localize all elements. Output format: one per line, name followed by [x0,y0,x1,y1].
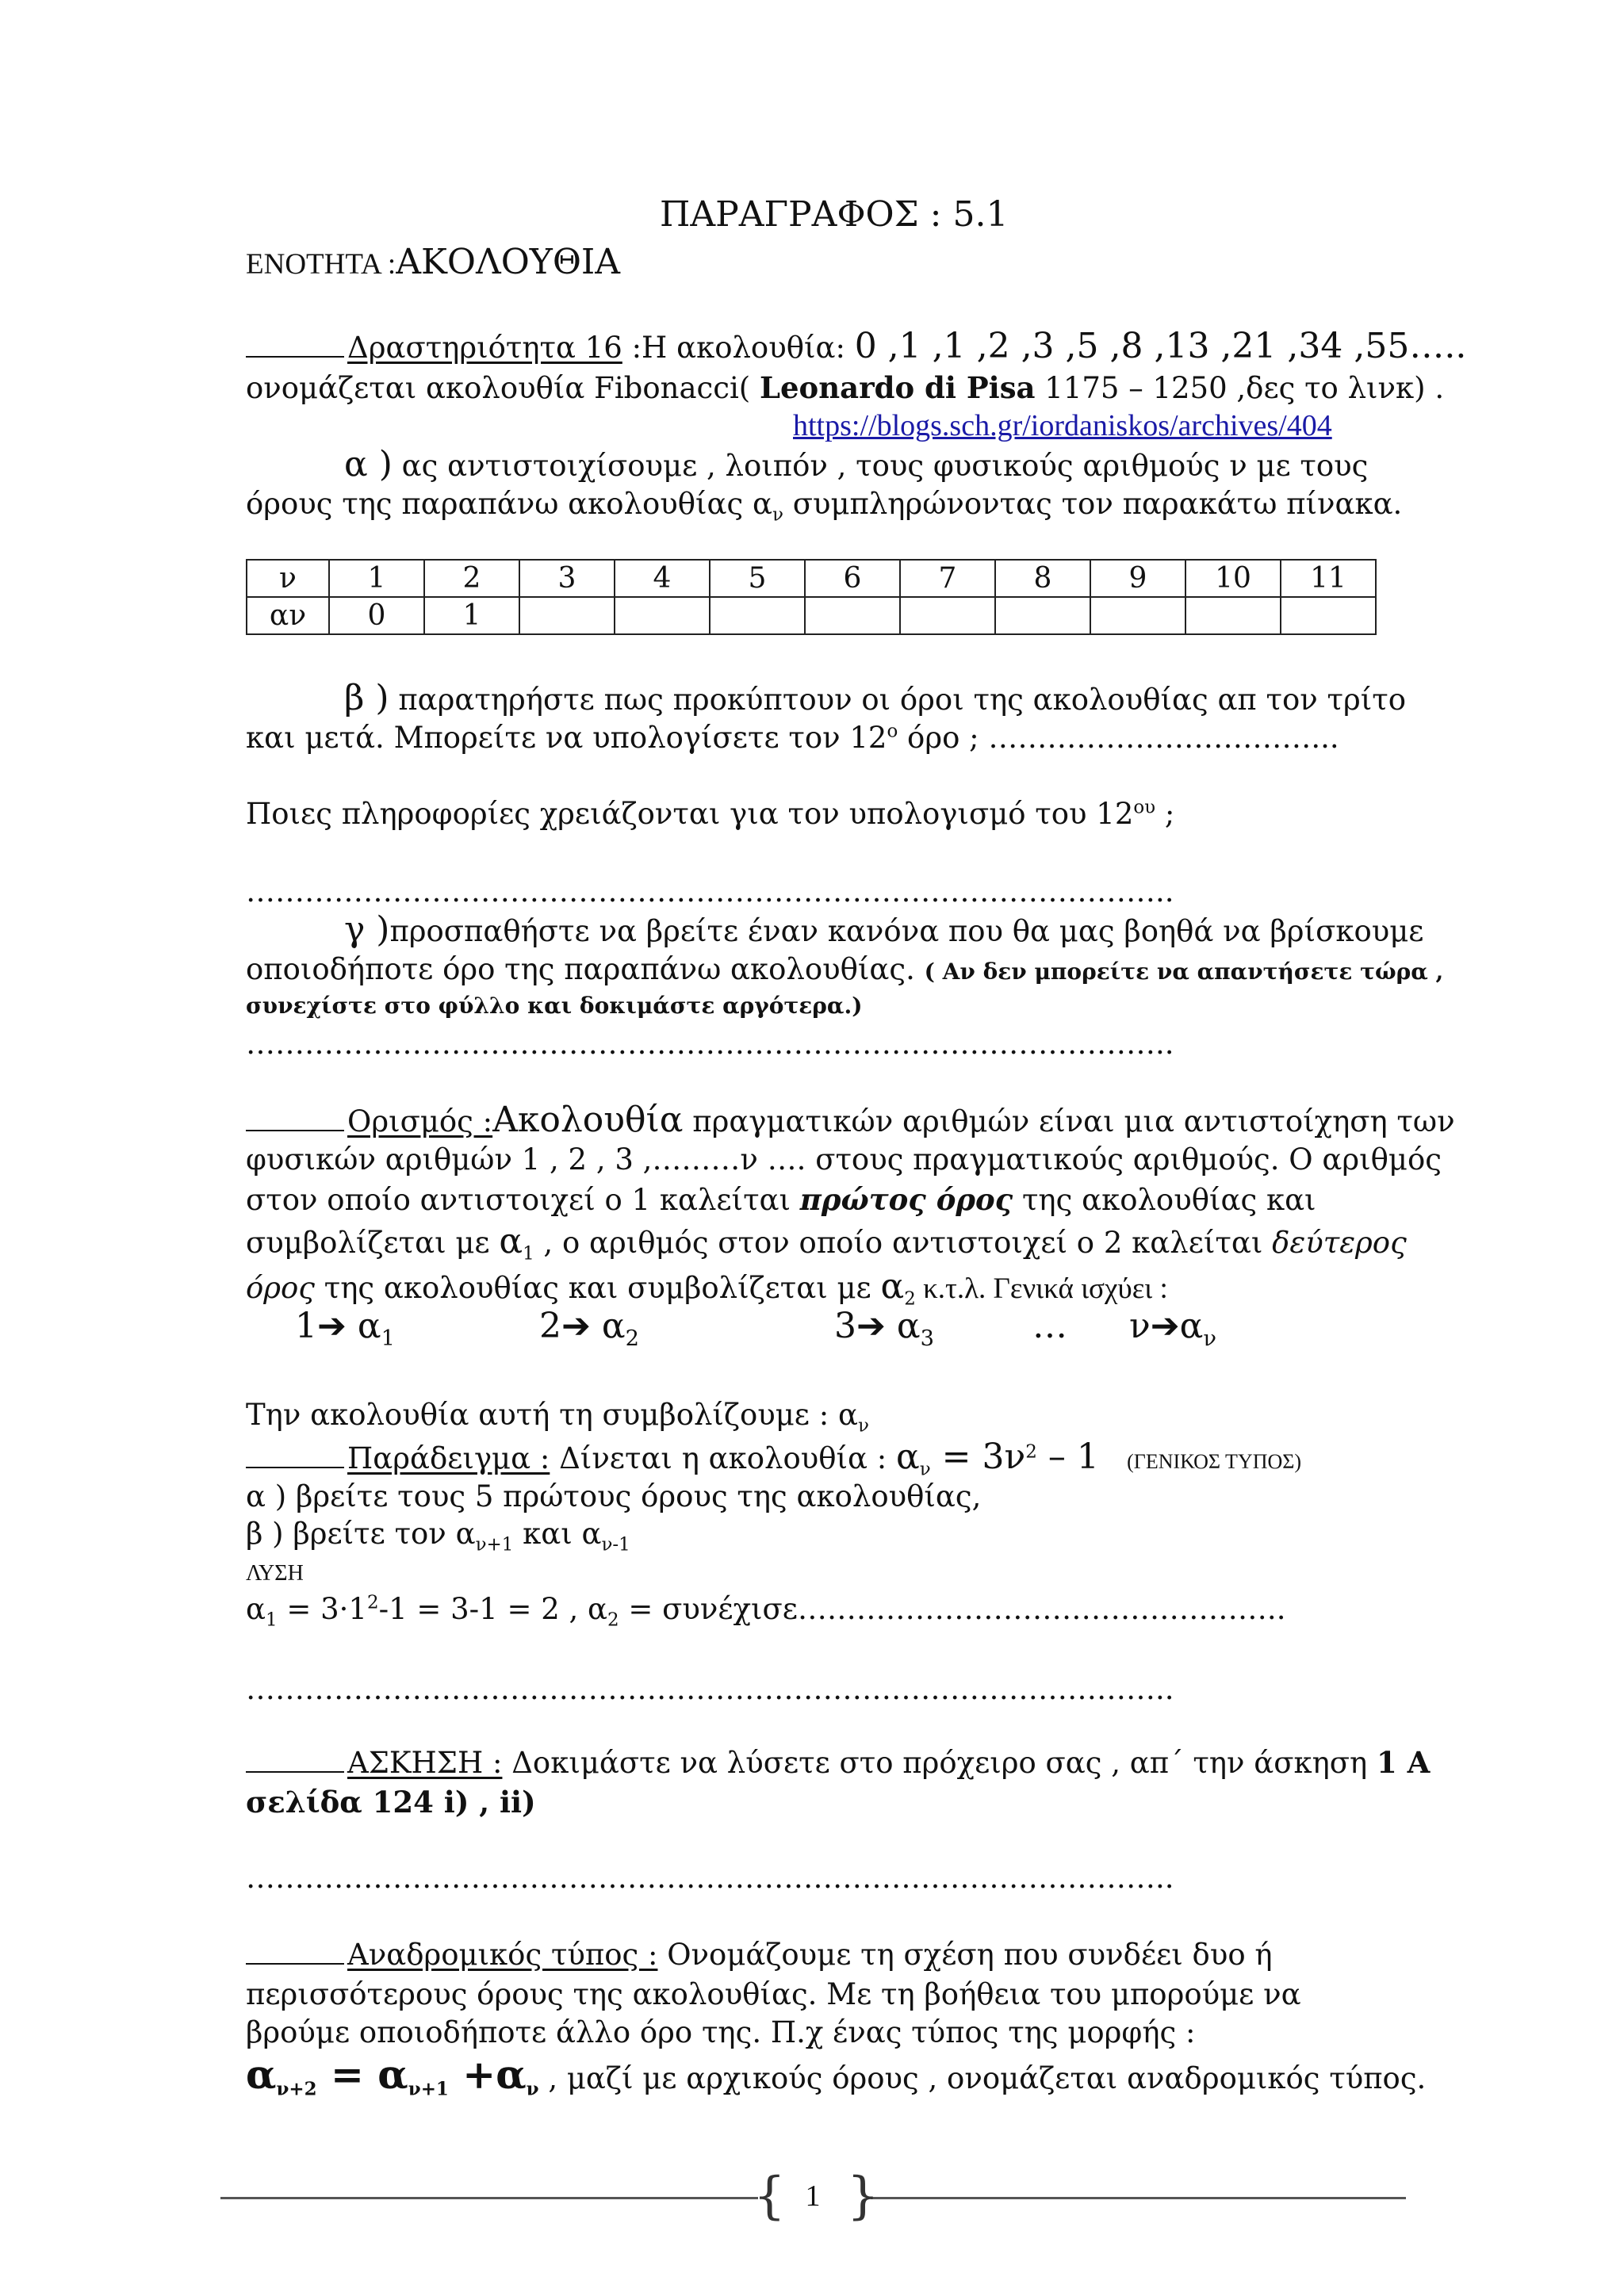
arrow-icon: ➔ [317,1306,358,1346]
recursive-label: Αναδρομικός τύπος : [347,1938,658,1972]
footer-divider-left [220,2197,758,2199]
table-cell [1090,597,1185,634]
activity-label: Δραστηριότητα 16 [347,331,622,365]
fibonacci-sequence: 0 ,1 ,1 ,2 ,3 ,5 ,8 ,13 ,21 ,34 ,55….. [854,326,1467,366]
question-a-line-2: όρους της παραπάνω ακολουθίας $\alpha_\nu$ συμπληρώνοντας τον παρακάτω πίνακα. [246,487,1403,526]
table-cell [710,597,805,634]
table-row-a [247,597,1376,634]
recursive-line-2: περισσότερους όρους της ακολουθίας. Με τη βοήθεια του μπορούμε να [246,1977,1301,2011]
question-c-line-1: γ )προσπαθήστε να βρείτε έναν κανόνα που θα μας βοηθά να βρίσκουμε [344,909,1424,950]
answer-dots: ………………………………………………………………………………….. [246,874,1174,909]
example-question-a: α ) βρείτε τους 5 πρώτους όρους της ακολουθίας, [246,1479,982,1513]
definition-line-1: Ορισμός :Ακολουθία πραγματικών αριθμών είναι μια αντιστοίχηση των [246,1102,1455,1140]
table-cell: 1 [329,560,424,597]
table-cell [519,597,615,634]
table-cell: 6 [805,560,900,597]
table-cell: 11 [1281,560,1376,597]
recursive-line-1: Αναδρομικός τύπος : Ονομάζουμε τη σχέση που συνδέει δυο ή [246,1937,1273,1973]
table-cell: 0 [329,597,424,634]
answer-dots: ………………………………………………………………………………….. [246,1861,1174,1895]
table-cell: 3 [519,560,615,597]
example-label: Παράδειγμα : [347,1441,550,1475]
table-cell [1185,597,1281,634]
activity-line-1: Δραστηριότητα 16 :Η ακολουθία: 0 ,1 ,1 ,2 ,3 ,5 ,8 ,13 ,21 ,34 ,55….. [246,328,1466,366]
table-cell [615,597,710,634]
question-b-line-1: β ) παρατηρήστε πως προκύπτουν οι όροι της ακολουθίας απ τον τρίτο [344,678,1406,718]
definition-label: Ορισμός : [347,1104,493,1138]
unit-title: ΕΝΟΤΗΤΑ :ΑΚΟΛΟΥΘΙΑ [246,242,621,282]
mapping-1: 1➔ $\alpha_1$ [295,1306,395,1351]
recursive-formula-line: $\alpha_{\nu+2} = \alpha_{\nu+1} +\alpha_\nu$ , μαζί με αρχικούς όρους , ονομάζεται αναδρομικός τύπος. [246,2051,1427,2100]
table-cell: 8 [995,560,1090,597]
definition-line-2: φυσικών αριθμών 1 , 2 , 3 ,………ν …. στους πραγματικούς αριθμούς. Ο αριθμός [246,1142,1442,1177]
table-cell: 7 [900,560,995,597]
recursive-line-3: βρούμε οποιοδήποτε άλλο όρο της. Π.χ ένας τύπος της μορφής : [246,2015,1196,2049]
definition-line-3: στον οποίο αντιστοιχεί ο 1 καλείται πρώτος όρος της ακολουθίας και [246,1182,1316,1217]
exercise-line-2: σελίδα 124 i) , ii) [246,1785,536,1820]
table-cell: 2 [424,560,519,597]
mapping-n: $\nu➔\alpha_\nu$ [1129,1306,1216,1351]
mapping-ellipsis: … [1032,1306,1067,1346]
question-c-note: συνεχίστε στο φύλλο και δοκιμάστε αργότερα.) [246,993,863,1019]
symbol-line: Την ακολουθία αυτή τη συμβολίζουμε : $\alpha_\nu$ [246,1398,869,1437]
question-a-line-1: α ) ας αντιστοιχίσουμε , λοιπόν , τους φυσικούς αριθμούς ν με τους [344,444,1369,484]
table-cell: 5 [710,560,805,597]
exercise-label: ΑΣΚΗΣΗ : [347,1746,503,1780]
sequence-table [246,559,1377,635]
example-line: Παράδειγμα : Δίνεται η ακολουθία : $\alpha_\nu = 3\nu^2 - 1$ (ΓΕΝΙΚΟΣ ΤΥΠΟΣ) [246,1439,1301,1480]
question-c-line-2: οποιοδήποτε όρο της παραπάνω ακολουθίας. ( Αν δεν μπορείτε να απαντήσετε τώρα , [246,952,1444,986]
arrow-icon: ➔ [856,1306,897,1346]
example-question-b: β ) βρείτε τον $\alpha_{\nu+1}$ και $\alpha_{\nu-1}$ [246,1517,630,1556]
blog-link[interactable]: https://blogs.sch.gr/iordaniskos/archives/404 [793,409,1332,442]
table-header-n: ν [247,560,329,597]
page-number: 1 [805,2179,821,2213]
table-cell: 9 [1090,560,1185,597]
table-cell [805,597,900,634]
left-brace-icon: { [753,2167,786,2225]
table-cell [900,597,995,634]
table-cell: 10 [1185,560,1281,597]
table-header-a: αν [247,597,329,634]
table-cell: 4 [615,560,710,597]
arrow-icon: ➔ [1150,1306,1180,1346]
question-b-line-2: και μετά. Μπορείτε να υπολογίσετε τον $12^o$ όρο ; ……………………………... [246,721,1339,755]
paragraph-title: ΠΑΡΑΓΡΑΦΟΣ : 5.1 [660,194,1009,235]
table-cell [995,597,1090,634]
answer-dots: ………………………………………………………………………………….. [246,1672,1174,1706]
footer-divider-right [871,2197,1406,2199]
definition-line-5: όρος της ακολουθίας και συμβολίζεται με $\alpha_2$ κ.τ.λ. Γενικά ισχύει : [246,1266,1168,1310]
mapping-3: 3➔ $\alpha_3$ [834,1306,934,1351]
activity-line-2: ονομάζεται ακολουθία Fibonacci( Leonardo di Pisa 1175 – 1250 ,δες το λινκ) . [246,370,1445,405]
table-cell [1281,597,1376,634]
solution-line: $\alpha_1 = 3\cdot 1^2-1 = 3-1 = 2$ , $\alpha_2$ = συνέχισε………………………………………….. [246,1592,1286,1631]
solution-label: ΛΥΣΗ [246,1561,304,1586]
exercise-line-1: ΑΣΚΗΣΗ : Δοκιμάστε να λύσετε στο πρόχειρο σας , απ΄ την άσκηση 1 Α [246,1744,1430,1781]
right-brace-icon: } [847,2167,879,2225]
definition-line-4: συμβολίζεται με $\alpha_1$ , ο αριθμός στον οποίο αντιστοιχεί ο 2 καλείται δεύτερος [246,1221,1407,1265]
arrow-icon: ➔ [561,1306,602,1346]
table-cell: 1 [424,597,519,634]
table-row-n [247,560,1376,597]
mapping-2: 2➔ $\alpha_2$ [539,1306,639,1351]
question-info-line: Ποιες πληροφορίες χρειάζονται για τον υπολογισμό του $12^{o\upsilon}$ ; [246,797,1175,831]
answer-dots: ………………………………………………………………………………….. [246,1027,1174,1061]
